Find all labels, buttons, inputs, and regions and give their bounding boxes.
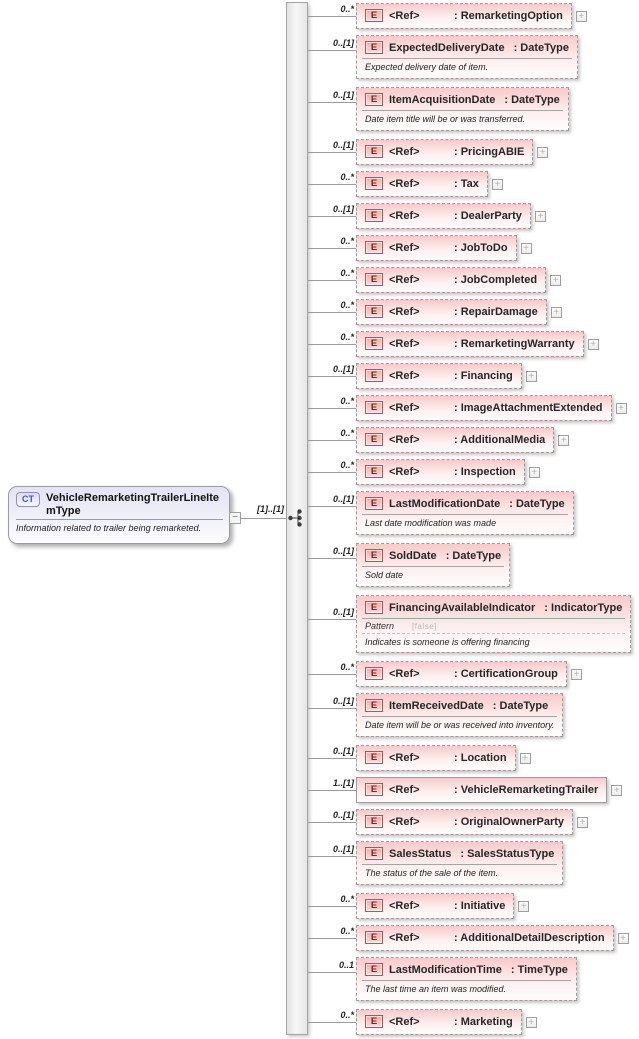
element-annotation: Date item title will be or was transferred. — [365, 114, 526, 124]
connector-line — [308, 216, 356, 217]
element-type: : TimeType — [510, 963, 568, 976]
element-box[interactable] — [356, 543, 510, 587]
element-annotation: Last date modification was made — [365, 518, 497, 528]
connector-line — [308, 152, 356, 153]
expand-button[interactable]: + — [558, 435, 569, 446]
connector-line — [308, 280, 356, 281]
element-name: <Ref> — [389, 815, 420, 828]
element-badge-icon: E — [365, 177, 383, 190]
element-box[interactable] — [356, 661, 567, 687]
element-header — [357, 492, 573, 514]
element-row — [308, 427, 639, 453]
element-box[interactable] — [356, 595, 631, 653]
element-name: <Ref> — [389, 9, 420, 22]
element-badge-icon: E — [365, 401, 383, 414]
element-row — [308, 809, 639, 835]
element-box[interactable] — [356, 957, 577, 1001]
connector-line — [308, 344, 356, 345]
element-row — [308, 661, 639, 687]
cardinality-label: 0..[1] — [332, 364, 354, 374]
element-node — [356, 171, 503, 197]
collapse-button[interactable]: − — [229, 512, 241, 524]
element-row — [308, 893, 639, 919]
complex-type-annotation: Information related to trailer being remarketed. — [16, 523, 202, 534]
expand-button[interactable]: + — [526, 371, 537, 382]
cardinality-label: 0..[1] — [332, 844, 354, 854]
cardinality-label: 0..[1] — [332, 90, 354, 100]
element-box[interactable] — [356, 299, 547, 325]
element-box[interactable] — [356, 267, 546, 293]
expand-button[interactable]: + — [529, 467, 540, 478]
expand-button[interactable]: + — [551, 307, 562, 318]
element-node — [356, 893, 529, 919]
element-box[interactable] — [356, 841, 563, 885]
element-header — [357, 236, 516, 258]
connector-line — [308, 972, 356, 973]
expand-button[interactable]: + — [577, 817, 588, 828]
element-name: <Ref> — [389, 241, 420, 254]
expand-button[interactable]: + — [526, 1017, 537, 1028]
expand-button[interactable]: + — [576, 11, 587, 22]
element-badge-icon: E — [365, 815, 383, 828]
element-badge-icon: E — [365, 751, 383, 764]
element-row — [308, 267, 639, 293]
pattern-facet-row — [357, 619, 630, 632]
element-node — [356, 87, 569, 131]
element-node — [356, 427, 569, 453]
cardinality-label: 0..[1] — [332, 140, 354, 150]
element-badge-icon: E — [365, 93, 383, 106]
element-node — [356, 661, 582, 687]
cardinality-label: 0..* — [340, 428, 354, 438]
connector-line — [308, 558, 356, 559]
element-name: LastModificationTime — [389, 963, 502, 976]
element-badge-icon: E — [365, 497, 383, 510]
expand-button[interactable]: + — [588, 339, 599, 350]
element-row — [308, 777, 639, 803]
element-name: <Ref> — [389, 783, 420, 796]
cardinality-label: 0..[1] — [332, 494, 354, 504]
element-row — [308, 925, 639, 951]
element-type: : Inspection — [454, 465, 516, 478]
connector-line — [308, 906, 356, 907]
element-type: : Tax — [454, 177, 479, 190]
element-badge-icon: E — [365, 41, 383, 54]
connector-line — [308, 472, 356, 473]
element-box[interactable] — [356, 491, 574, 535]
complex-type-box[interactable] — [8, 486, 230, 544]
element-node — [356, 3, 587, 29]
element-row — [308, 957, 639, 1001]
element-row — [308, 459, 639, 485]
element-badge-icon: E — [365, 337, 383, 350]
element-node — [356, 235, 532, 261]
element-node — [356, 459, 540, 485]
element-name: <Ref> — [389, 1015, 420, 1028]
element-header — [357, 810, 572, 832]
element-type: : ImageAttachmentExtended — [454, 401, 603, 414]
element-header — [357, 332, 583, 354]
connector-line — [308, 312, 356, 313]
element-header — [357, 204, 530, 226]
element-name: <Ref> — [389, 369, 420, 382]
element-type: : Location — [454, 751, 507, 764]
element-name: <Ref> — [389, 273, 420, 286]
element-name: ItemAcquisitionDate — [389, 93, 496, 106]
element-header — [357, 926, 613, 948]
element-node — [356, 299, 562, 325]
element-node — [356, 925, 629, 951]
connector-line — [308, 506, 356, 507]
element-header — [357, 842, 562, 864]
pattern-facet-label: Pattern — [365, 621, 395, 631]
cardinality-label: 1..[1] — [332, 778, 354, 788]
cardinality-label: 0..[1] — [332, 746, 354, 756]
element-badge-icon: E — [365, 899, 383, 912]
element-header — [357, 894, 513, 916]
connector-line — [308, 408, 356, 409]
element-header — [357, 460, 524, 482]
element-type: : PricingABIE — [454, 145, 525, 158]
element-name: <Ref> — [389, 931, 420, 944]
expand-button[interactable]: + — [518, 901, 529, 912]
element-row — [308, 745, 639, 771]
element-type: : RemarketingWarranty — [454, 337, 575, 350]
element-type: : RemarketingOption — [454, 9, 563, 22]
divider — [16, 519, 223, 520]
element-header — [357, 694, 562, 716]
element-row — [308, 395, 639, 421]
connector-line — [308, 674, 356, 675]
element-badge-icon: E — [365, 1015, 383, 1028]
element-badge-icon: E — [365, 433, 383, 446]
element-header — [357, 596, 630, 618]
cardinality-label: 0..* — [340, 300, 354, 310]
element-badge-icon: E — [365, 369, 383, 382]
cardinality-label: 0..[1] — [332, 810, 354, 820]
element-header — [357, 300, 546, 322]
element-type: : Financing — [454, 369, 513, 382]
element-type: : IndicatorType — [544, 601, 623, 614]
element-badge-icon: E — [365, 209, 383, 222]
element-badge-icon: E — [365, 145, 383, 158]
element-box[interactable] — [356, 809, 573, 835]
cardinality-label: 0..* — [340, 172, 354, 182]
element-annotation: Sold date — [365, 570, 404, 580]
element-node — [356, 395, 627, 421]
element-header — [357, 544, 509, 566]
element-header — [357, 778, 606, 800]
element-row — [308, 171, 639, 197]
element-badge-icon: E — [365, 9, 383, 22]
element-badge-icon: E — [365, 465, 383, 478]
element-header — [357, 4, 571, 26]
element-name: <Ref> — [389, 209, 420, 222]
cardinality-label: 0..* — [340, 460, 354, 470]
element-box[interactable] — [356, 203, 531, 229]
expand-button[interactable]: + — [520, 753, 531, 764]
connector-line — [308, 619, 356, 620]
connector-line — [308, 856, 356, 857]
element-node — [356, 267, 561, 293]
connector-line — [308, 50, 356, 51]
connector-line — [308, 1022, 356, 1023]
element-badge-icon: E — [365, 931, 383, 944]
element-name: ExpectedDeliveryDate — [389, 41, 505, 54]
element-annotation: Expected delivery date of item. — [365, 62, 489, 72]
expand-button[interactable]: + — [616, 403, 627, 414]
element-row — [308, 693, 639, 737]
element-name: <Ref> — [389, 337, 420, 350]
element-name: <Ref> — [389, 305, 420, 318]
cardinality-label: 0..[1] — [332, 204, 354, 214]
element-type: : DateType — [513, 41, 569, 54]
element-box[interactable] — [356, 745, 516, 771]
element-name: SalesStatus — [389, 847, 452, 860]
element-box[interactable] — [356, 427, 554, 453]
connector-line — [308, 822, 356, 823]
element-type: : OriginalOwnerParty — [454, 815, 565, 828]
element-type: : DealerParty — [454, 209, 522, 222]
element-type: : SalesStatusType — [460, 847, 555, 860]
element-type: : AdditionalDetailDescription — [454, 931, 605, 944]
connector-line — [308, 184, 356, 185]
connector-line — [308, 938, 356, 939]
connector-line — [308, 790, 356, 791]
element-node — [356, 595, 631, 653]
element-box[interactable] — [356, 363, 522, 389]
element-header — [357, 36, 577, 58]
cardinality-label: 0..* — [340, 236, 354, 246]
expand-button[interactable]: + — [537, 147, 548, 158]
element-box[interactable] — [356, 171, 488, 197]
element-type: : CertificationGroup — [454, 667, 558, 680]
element-header — [357, 88, 568, 110]
element-badge-icon: E — [365, 667, 383, 680]
element-row — [308, 595, 639, 653]
connector-line — [308, 440, 356, 441]
element-annotation: The last time an item was modified. — [365, 984, 507, 994]
element-box[interactable] — [356, 459, 525, 485]
element-name: <Ref> — [389, 465, 420, 478]
element-node — [356, 693, 563, 737]
element-badge-icon: E — [365, 241, 383, 254]
expand-button[interactable]: + — [492, 179, 503, 190]
element-name: <Ref> — [389, 751, 420, 764]
cardinality-label: 0..* — [340, 1010, 354, 1020]
element-box[interactable] — [356, 893, 514, 919]
element-type: : DateType — [445, 549, 502, 562]
element-row — [308, 35, 639, 79]
element-type: : VehicleRemarketingTrailer — [454, 783, 599, 796]
element-row — [308, 331, 639, 357]
cardinality-label: 0..* — [340, 662, 354, 672]
element-box[interactable] — [356, 35, 578, 79]
connector-line — [308, 758, 356, 759]
element-badge-icon: E — [365, 601, 383, 614]
element-badge-icon: E — [365, 549, 383, 562]
element-node — [356, 809, 588, 835]
element-header — [357, 662, 566, 684]
element-type: : Marketing — [454, 1015, 513, 1028]
element-name: <Ref> — [389, 899, 420, 912]
expand-button[interactable]: + — [521, 243, 532, 254]
element-row — [308, 139, 639, 165]
cardinality-label: 0..* — [340, 926, 354, 936]
connector-line — [308, 16, 356, 17]
connector-line — [308, 376, 356, 377]
element-node — [356, 745, 531, 771]
element-box[interactable] — [356, 3, 572, 29]
element-box[interactable] — [356, 693, 563, 737]
element-name: <Ref> — [389, 145, 420, 158]
element-box[interactable] — [356, 1009, 522, 1035]
cardinality-label: 0..1 — [338, 960, 354, 970]
element-header — [357, 396, 611, 418]
element-annotation: The status of the sale of the item. — [365, 868, 499, 878]
complex-type-badge-icon: CT — [16, 492, 40, 507]
element-node — [356, 139, 548, 165]
element-badge-icon: E — [365, 273, 383, 286]
element-row — [308, 841, 639, 885]
element-box[interactable] — [356, 395, 612, 421]
element-node — [356, 957, 577, 1001]
element-node — [356, 841, 563, 885]
pattern-facet-value: [false] — [412, 622, 437, 631]
element-node — [356, 35, 578, 79]
element-row — [308, 543, 639, 587]
element-type: : JobToDo — [454, 241, 508, 254]
element-box[interactable] — [356, 777, 607, 803]
element-type: : Initiative — [454, 899, 506, 912]
element-badge-icon: E — [365, 783, 383, 796]
element-header — [357, 172, 487, 194]
element-box[interactable] — [356, 139, 533, 165]
element-name: <Ref> — [389, 177, 420, 190]
element-header — [357, 1010, 521, 1032]
element-box[interactable] — [356, 87, 569, 131]
element-row — [308, 491, 639, 535]
element-annotation: Indicates is someone is offering financing — [365, 637, 530, 647]
element-badge-icon: E — [365, 305, 383, 318]
connector-line — [308, 708, 356, 709]
element-annotation: Date item will be or was received into inventory. — [365, 720, 555, 730]
cardinality-label: 0..[1] — [332, 38, 354, 48]
expand-button[interactable]: + — [550, 275, 561, 286]
cardinality-label: 0..[1] — [332, 546, 354, 556]
expand-button[interactable]: + — [535, 211, 546, 222]
connector-line — [308, 102, 356, 103]
element-name: <Ref> — [389, 433, 420, 446]
element-badge-icon: E — [365, 847, 383, 860]
element-row — [308, 1009, 639, 1035]
element-node — [356, 363, 537, 389]
cardinality-label: 0..* — [340, 894, 354, 904]
element-node — [356, 203, 546, 229]
element-box[interactable] — [356, 235, 517, 261]
cardinality-label: 0..* — [340, 4, 354, 14]
element-name: SoldDate — [389, 549, 437, 562]
element-name: LastModificationDate — [389, 497, 501, 510]
element-node — [356, 491, 574, 535]
element-name: FinancingAvailableIndicator — [389, 601, 536, 614]
element-type: : DateType — [492, 699, 549, 712]
expand-button[interactable]: + — [611, 785, 622, 796]
cardinality-label: 0..* — [340, 268, 354, 278]
element-node — [356, 331, 599, 357]
element-header — [357, 746, 515, 768]
element-box[interactable] — [356, 331, 584, 357]
expand-button[interactable]: + — [571, 669, 582, 680]
element-type: : DateType — [509, 497, 565, 510]
element-type: : AdditionalMedia — [454, 433, 546, 446]
element-type: : DateType — [504, 93, 560, 106]
element-node — [356, 543, 510, 587]
element-row — [308, 3, 639, 29]
cardinality-label: 0..* — [340, 396, 354, 406]
element-node — [356, 777, 622, 803]
element-header — [357, 140, 532, 162]
element-list — [308, 3, 639, 1039]
element-name: <Ref> — [389, 667, 420, 680]
element-row — [308, 203, 639, 229]
element-box[interactable] — [356, 925, 614, 951]
cardinality-label: 0..[1] — [332, 607, 354, 617]
connector-line — [308, 248, 356, 249]
cardinality-label: 0..[1] — [332, 696, 354, 706]
element-badge-icon: E — [365, 963, 383, 976]
element-type: : RepairDamage — [454, 305, 538, 318]
element-row — [308, 363, 639, 389]
element-header — [357, 364, 521, 386]
element-type: : JobCompleted — [454, 273, 538, 286]
element-node — [356, 1009, 537, 1035]
element-name: <Ref> — [389, 401, 420, 414]
cardinality-label: 0..* — [340, 332, 354, 342]
element-row — [308, 87, 639, 131]
element-row — [308, 235, 639, 261]
sequence-icon[interactable] — [287, 507, 309, 529]
element-name: ItemReceivedDate — [389, 699, 484, 712]
element-header — [357, 958, 576, 980]
element-header — [357, 268, 545, 290]
element-badge-icon: E — [365, 699, 383, 712]
complex-type-title: VehicleRemarketingTrailerLineItemType — [46, 492, 220, 517]
connector-line — [241, 518, 287, 519]
expand-button[interactable]: + — [618, 933, 629, 944]
element-row — [308, 299, 639, 325]
element-header — [357, 428, 553, 450]
connector-cardinality-label: [1]..[1] — [257, 504, 284, 514]
